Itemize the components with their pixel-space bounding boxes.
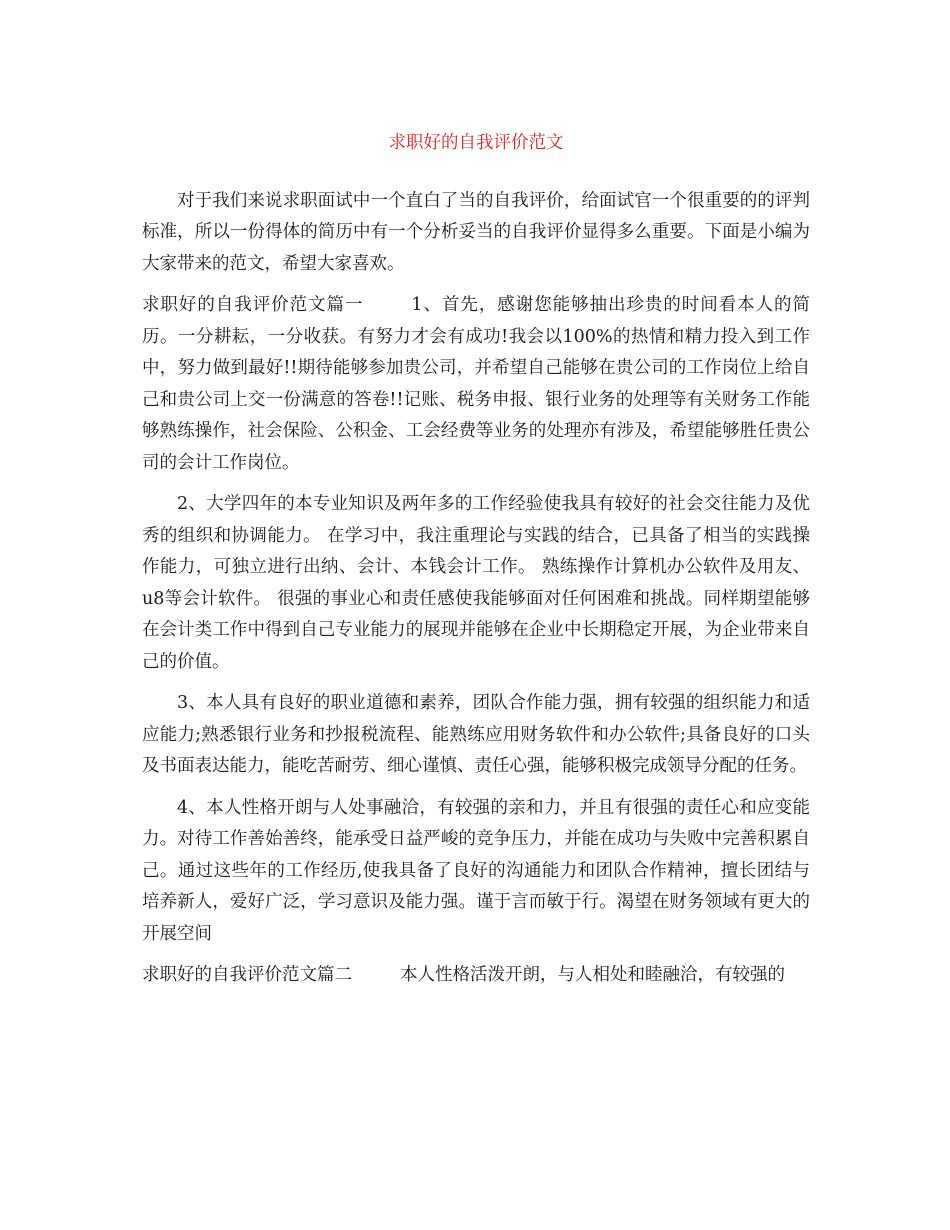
section2-heading: 求职好的自我评价范文篇二	[142, 965, 352, 985]
section2-paragraph-1	[142, 960, 810, 992]
intro-paragraph: 对于我们来说求职面试中一个直白了当的自我评价，给面试官一个很重要的的评判标准，所以一份得体的简历中有一个分析妥当的自我评价显得多么重要。下面是小编为大家带来的范文，希望大家喜欢。	[142, 190, 810, 274]
section1-paragraph-4: 4、本人性格开朗与人处事融洽，有较强的亲和力，并且有很强的责任心和应变能力。对待工作善始善终，能承受日益严峻的竞争压力，并能在成功与失败中完善积累自己。通过这些年的工作经历,使我具备了良好的沟通能力和团队合作精神，擅长团结与培养新人，爱好广泛，学习意识及能力强。谨于言而敏于行。渴望在财务领域有更大的开展空间	[142, 797, 810, 944]
section1-text-1: 1、首先，感谢您能够抽出珍贵的时间看本人的简历。一分耕耘，一分收获。有努力才会有成功!我会以100%的热情和精力投入到工作中，努力做到最好!!期待能够参加贵公司，并希望自己能够在贵公司的工作岗位上给自己和贵公司上交一份满意的答卷!!记账、税务申报、银行业务的处理等有关财务工作能够熟练操作，社会保险、公积金、工会经费等业务的处理亦有涉及，希望能够胜任贵公司的会计工作岗位。	[142, 295, 810, 473]
section1-paragraph-3: 3、本人具有良好的职业道德和素养，团队合作能力强，拥有较强的组织能力和适应能力;熟悉银行业务和抄报税流程、能熟练应用财务软件和办公软件;具备良好的口头及书面表达能力，能吃苦耐劳、细心谨慎、责任心强，能够积极完成领导分配的任务。	[142, 693, 810, 776]
section2-text-1: 本人性格活泼开朗，与人相处和睦融洽，有较强的	[400, 965, 785, 985]
section1-paragraph-1	[142, 290, 810, 479]
document-body	[142, 128, 810, 1002]
section1-paragraph-2: 2、大学四年的本专业知识及两年多的工作经验使我具有较好的社会交往能力及优秀的组织和协调能力。 在学习中，我注重理论与实践的结合，已具备了相当的实践操作能力，可独立进行出纳、会计、本钱会计工作。 熟练操作计算机办公软件及用友、u8等会计软件。 很强的事业心和责任感使我能够面对任何困难和挑战。同样期望能够在会计类工作中得到自己专业能力的展现并能够在企业中长期稳定开展，为企业带来自己的价值。	[142, 494, 810, 672]
section1-heading: 求职好的自我评价范文篇一	[142, 295, 364, 315]
document-title: 求职好的自我评价范文	[388, 133, 564, 153]
